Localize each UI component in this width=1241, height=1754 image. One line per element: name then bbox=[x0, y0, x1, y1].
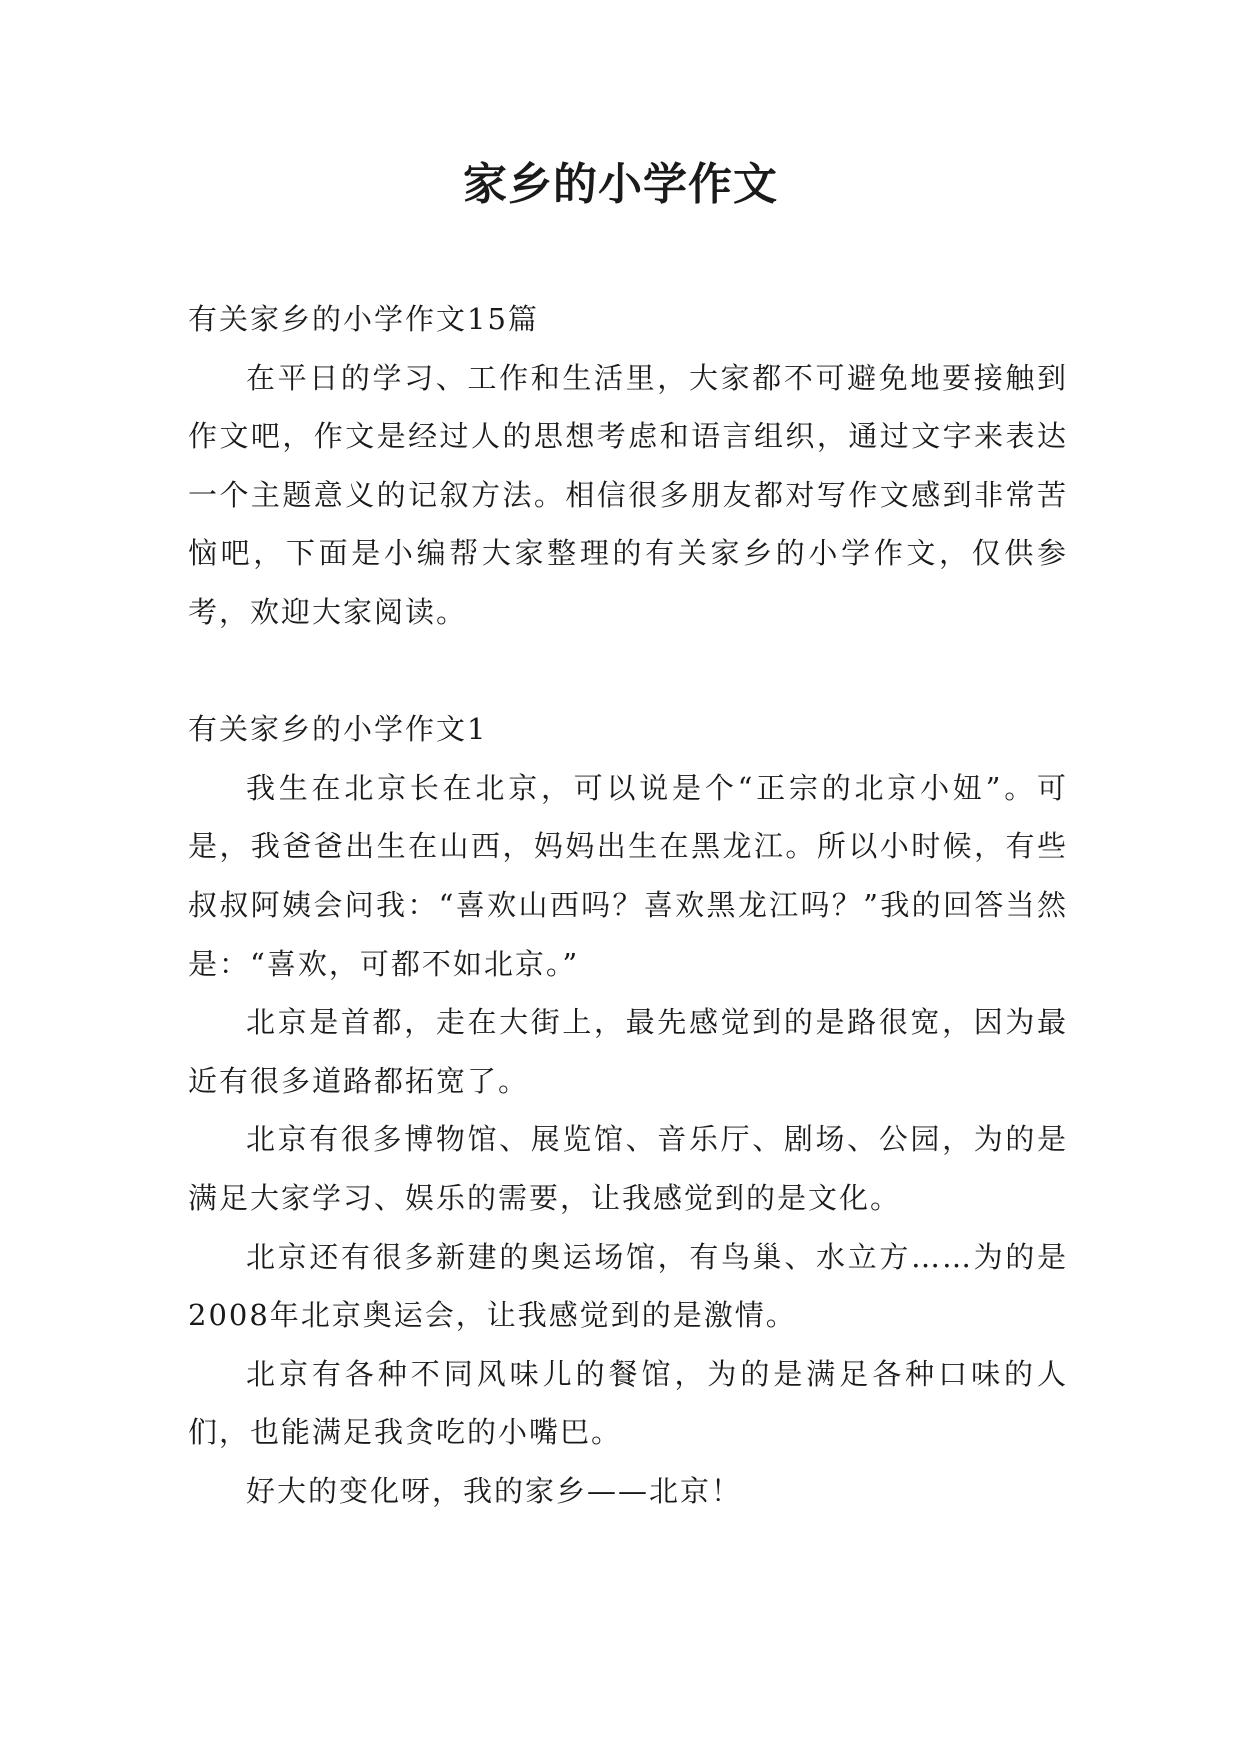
essay-paragraph: 北京是首都，走在大街上，最先感觉到的是路很宽，因为最近有很多道路都拓宽了。 bbox=[188, 1005, 1068, 1098]
section-spacer bbox=[188, 642, 1068, 701]
essay-paragraph: 我生在北京长在北京，可以说是个“正宗的北京小妞”。可是，我爸爸出生在山西，妈妈出生在黑龙江。所以小时候，有些叔叔阿姨会问我：“喜欢山西吗？喜欢黑龙江吗？”我的回答当然是：“喜欢，可都不如北京。” bbox=[188, 770, 1068, 981]
document-body bbox=[188, 290, 1068, 1520]
collection-heading: 有关家乡的小学作文15篇 bbox=[188, 302, 539, 336]
essay-paragraph: 北京有各种不同风味儿的餐馆，为的是满足各种口味的人们，也能满足我贪吃的小嘴巴。 bbox=[188, 1356, 1068, 1450]
essay-paragraph: 北京还有很多新建的奥运场馆，有鸟巢、水立方……为的是2008年北京奥运会，让我感觉到的是激情。 bbox=[188, 1239, 1068, 1333]
intro-paragraph: 在平日的学习、工作和生活里，大家都不可避免地要接触到作文吧，作文是经过人的思想考虑和语言组织，通过文字来表达一个主题意义的记叙方法。相信很多朋友都对写作文感到非常苦恼吧，下面是小编帮大家整理的有关家乡的小学作文，仅供参考，欢迎大家阅读。 bbox=[188, 360, 1068, 629]
essay-paragraph: 好大的变化呀，我的家乡——北京！ bbox=[246, 1473, 743, 1508]
essay-paragraph: 北京有很多博物馆、展览馆、音乐厅、剧场、公园，为的是满足大家学习、娱乐的需要，让我感觉到的是文化。 bbox=[188, 1122, 1068, 1215]
essay-heading: 有关家乡的小学作文1 bbox=[188, 712, 488, 747]
document-title: 家乡的小学作文 bbox=[463, 159, 778, 210]
